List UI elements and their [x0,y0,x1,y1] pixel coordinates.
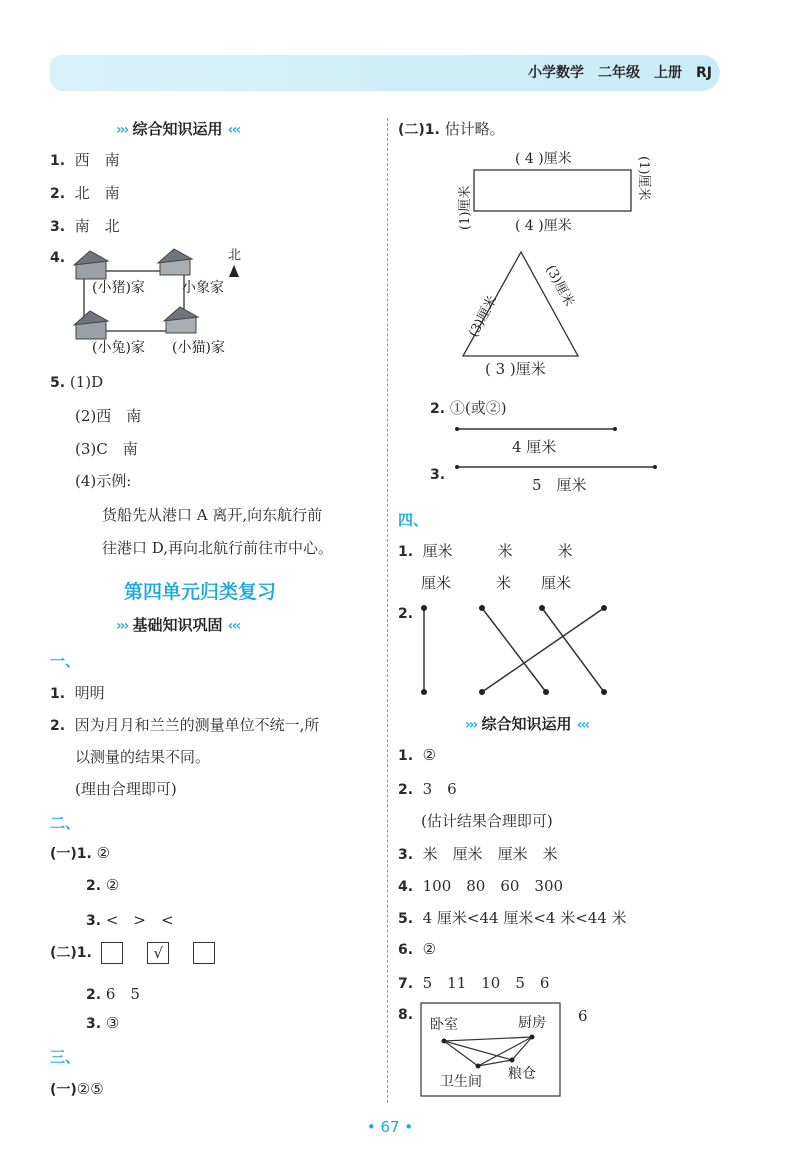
tri-bottom-label: ( 3 )厘米 [485,360,546,378]
unit-title: 第四单元归类复习 [124,581,277,603]
answer-number: 4. [50,250,66,266]
rabbit-house-label: (小兔)家 [92,340,145,356]
house-icon [74,251,108,279]
section-title-basic: ››› 基础知识巩固 ‹‹‹ [116,616,240,634]
answer-item: 2. 6 5 [86,985,140,1003]
answer-item: 3. ③ [86,1014,120,1032]
line-segment-4cm [452,424,622,434]
answer-text: 以测量的结果不同。 [75,748,211,766]
answer-sub-item: (3)C 南 [75,440,138,458]
rectangle-shape [474,170,631,211]
line-label: 4 厘米 [512,438,557,456]
answer-item: 3. 南 北 [50,217,120,235]
section-title-application-2: ››› 综合知识运用 ‹‹‹ [465,715,589,733]
house-icon [74,311,108,339]
answer-text: 往港口 D,再向北航行前往市中心。 [102,539,334,557]
answer-item: 2. ①(或②) [430,399,507,417]
answer-item: 1. 明明 [50,684,105,702]
section-title-application: ››› 综合知识运用 ‹‹‹ [116,120,240,138]
house-map-diagram [70,245,260,360]
answer-item: 4. 100 80 60 300 [398,877,564,895]
part-heading: 一、 [50,652,81,670]
header-title: 小学数学 二年级 上册 RJ [528,65,712,81]
answer-item: 1. 西 南 [50,151,120,169]
column-divider [387,118,388,1103]
answer-item: (一)②⑤ [50,1080,104,1098]
answer-item: 2. ② [86,876,120,894]
answer-sub-item: (2)西 南 [75,407,142,425]
matching-diagram [418,600,618,700]
answer-item: (二)1. 估计略。 [398,120,505,138]
north-arrow-icon [229,265,239,277]
rect-top-label: ( 4 )厘米 [515,151,572,167]
answer-item: 1. 厘米 米 米 [398,542,573,560]
line-segment-5cm [452,462,662,472]
rect-bottom-label: ( 4 )厘米 [515,218,572,234]
answer-note: (理由合理即可) [75,780,177,798]
answer-item: (二)1. √ [50,942,215,964]
answer-text: 6 [578,1007,588,1025]
rect-left-label: (1)厘米 [458,185,473,230]
answer-note: (估计结果合理即可) [421,812,553,830]
answer-checkbox [101,942,123,964]
rect-right-label: (1)厘米 [636,156,651,201]
answer-checkbox [193,942,215,964]
answer-checkbox-checked: √ [147,942,169,964]
house-icon [158,249,192,275]
cat-house-label: (小猫)家 [172,340,225,356]
room-routes-diagram [420,1002,562,1098]
answer-text: 厘米 米 厘米 [421,574,572,592]
house-icon [164,307,198,333]
part-heading: 三、 [50,1048,81,1066]
north-label: 北 [228,248,242,263]
answer-item: 2. 3 6 [398,780,457,798]
answer-number: 2. [398,606,414,622]
line-label: 5 厘米 [532,476,587,494]
answer-item: 5. (1)D [50,373,104,391]
pig-house-label: (小猪)家 [92,280,145,296]
answer-item: 6. ② [398,940,437,958]
toilet-label: 卫生间 [440,1074,482,1090]
part-heading: 四、 [398,511,429,529]
answer-text: 货船先从港口 A 离开,向东航行前 [102,506,323,524]
elephant-house-label: 小象家 [182,280,224,296]
bedroom-label: 卧室 [430,1017,458,1033]
answer-sub-item: (4)示例: [75,472,132,490]
shapes-diagram [450,148,670,368]
answer-item: 3. 米 厘米 厘米 米 [398,845,558,863]
granary-label: 粮仓 [508,1066,536,1082]
answer-number: 3. [430,467,446,483]
answer-item: 5. 4 厘米<44 厘米<4 米<44 米 [398,909,627,927]
answer-item: 2. 因为月月和兰兰的测量单位不统一,所 [50,716,320,734]
answer-item: 1. ② [398,746,437,764]
answer-item: 3. < > < [86,911,174,929]
page-number: • 67 • [366,1118,414,1136]
part-heading: 二、 [50,814,81,832]
answer-item: 7. 5 11 10 5 6 [398,974,550,992]
answer-number: 8. [398,1007,414,1023]
answer-item: 2. 北 南 [50,184,120,202]
tri-right-label: (3)厘米 [542,262,577,310]
kitchen-label: 厨房 [518,1015,546,1031]
answer-item: (一)1. ② [50,844,111,862]
tri-left-label: (3)厘米 [466,293,501,340]
